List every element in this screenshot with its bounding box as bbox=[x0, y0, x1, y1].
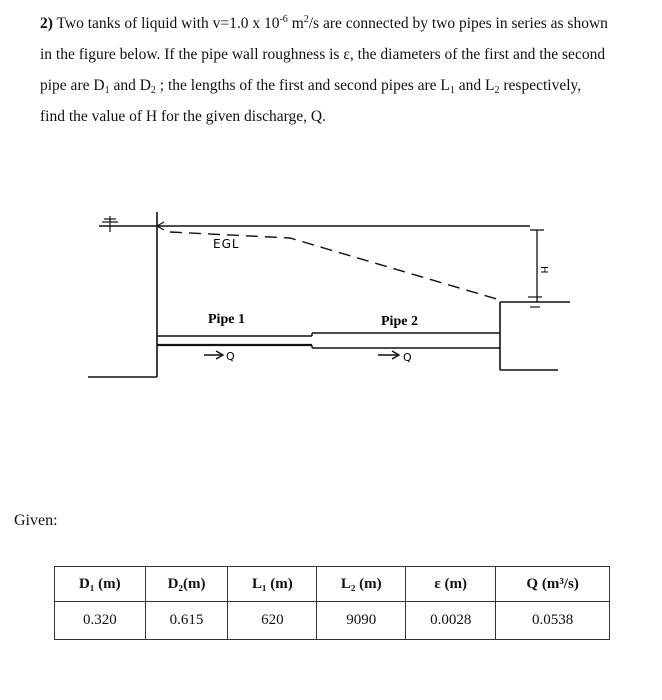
header-epsilon: ε (m) bbox=[406, 567, 496, 602]
header-l1: L₁ (m) bbox=[228, 567, 317, 602]
value-epsilon: 0.0028 bbox=[406, 602, 496, 640]
problem-line-1: 2) Two tanks of liquid with v=1.0 x $10^{-6}$ $m^2/s$ are connected by two pipes in series as shown bbox=[40, 14, 608, 32]
header-d2: D₂(m) bbox=[145, 567, 228, 602]
flow2-label: Q bbox=[403, 351, 412, 364]
problem-line-2: in the figure below. If the pipe wall roughness is ε, the diameters of the first and the second bbox=[40, 46, 606, 63]
head-label: H bbox=[538, 266, 549, 274]
given-label: Given: bbox=[14, 512, 58, 529]
value-d1: 0.320 bbox=[55, 602, 146, 640]
problem-line-3: pipe are $D_1$ and $D_2$ ; the lengths of the first and second pipes are $L_1$ and $L_2$ respectively, bbox=[40, 77, 582, 96]
egl-label: EGL bbox=[213, 237, 240, 251]
value-l2: 9090 bbox=[317, 602, 406, 640]
problem-statement bbox=[40, 8, 656, 132]
pipe1-label: Pipe 1 bbox=[208, 312, 245, 327]
table-value-row bbox=[55, 602, 610, 640]
value-d2: 0.615 bbox=[145, 602, 228, 640]
header-d1: D₁ (m) bbox=[55, 567, 146, 602]
problem-line-4: find the value of H for the given discharge, Q. bbox=[40, 108, 326, 125]
value-l1: 620 bbox=[228, 602, 317, 640]
header-l2: L₂ (m) bbox=[317, 567, 406, 602]
flow1-label: Q bbox=[226, 350, 235, 363]
given-data-table bbox=[54, 566, 610, 640]
tank-pipe-diagram bbox=[0, 195, 662, 395]
pipe2-label: Pipe 2 bbox=[381, 314, 418, 329]
table-header-row bbox=[55, 567, 610, 602]
header-q: Q (m³/s) bbox=[496, 567, 610, 602]
value-q: 0.0538 bbox=[496, 602, 610, 640]
problem-number: 2) bbox=[40, 15, 53, 32]
